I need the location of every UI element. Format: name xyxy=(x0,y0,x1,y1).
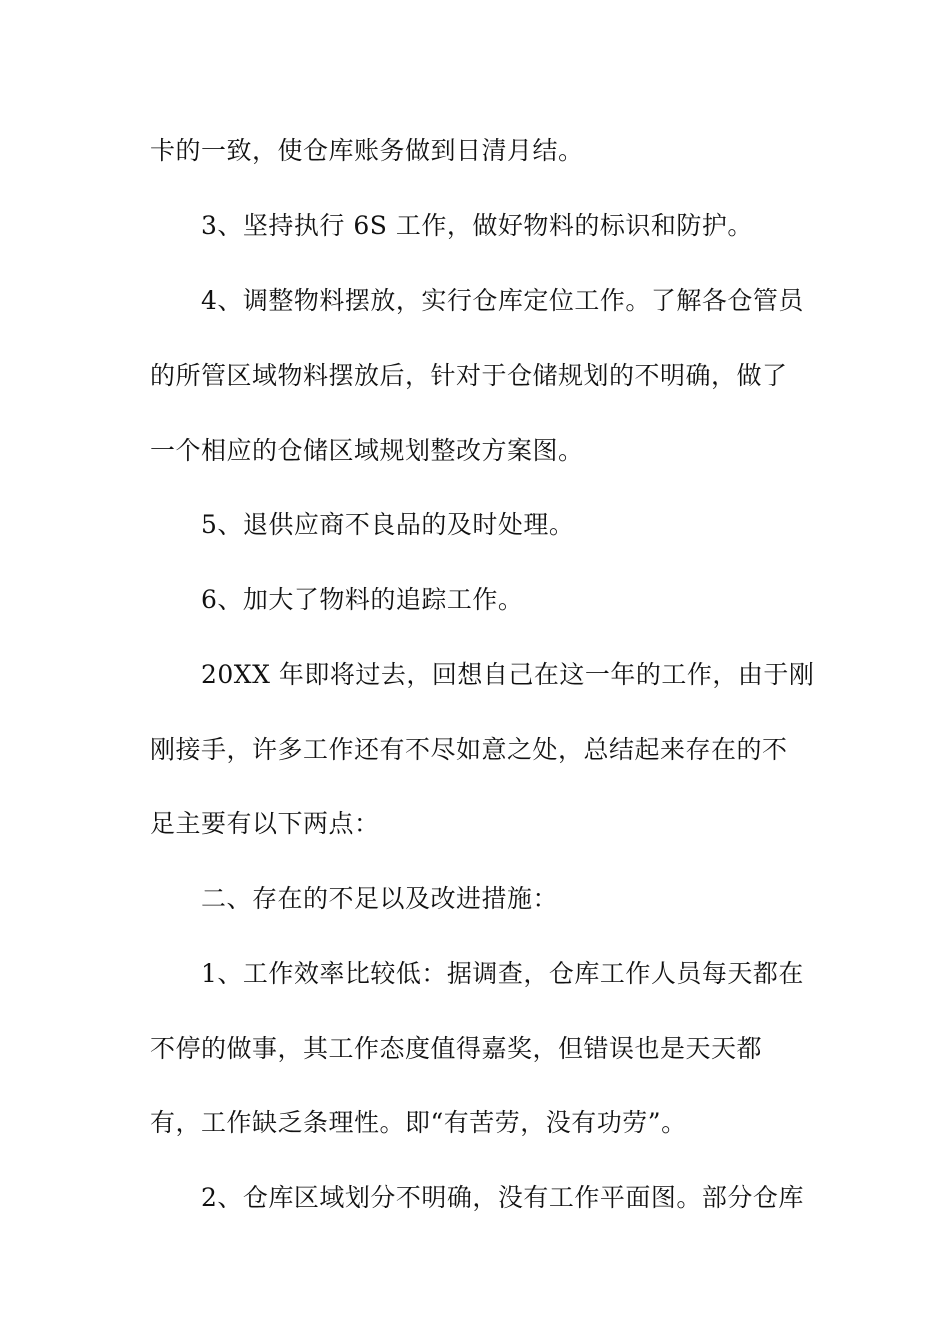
list-item-3: 3、坚持执行 6S 工作，做好物料的标识和防护。 xyxy=(201,211,753,240)
section-heading: 二、存在的不足以及改进措施： xyxy=(201,884,559,913)
list-item-2: 2、仓库区域划分不明确，没有工作平面图。部分仓库 xyxy=(201,1183,804,1212)
list-item-1: 1、工作效率比较低：据调查，仓库工作人员每天都在 xyxy=(201,959,804,988)
text-line: 有，工作缺乏条理性。即“有苦劳，没有功劳”。 xyxy=(150,1108,687,1137)
list-item-5: 5、退供应商不良品的及时处理。 xyxy=(201,510,575,539)
text-line: 的所管区域物料摆放后，针对于仓储规划的不明确，做了 xyxy=(150,361,788,390)
text-line: 不停的做事，其工作态度值得嘉奖，但错误也是天天都 xyxy=(150,1034,763,1063)
list-item-6: 6、加大了物料的追踪工作。 xyxy=(201,585,524,614)
list-item-4: 4、调整物料摆放，实行仓库定位工作。了解各仓管员 xyxy=(201,286,804,315)
text-line: 足主要有以下两点： xyxy=(150,809,380,838)
text-line: 卡的一致，使仓库账务做到日清月结。 xyxy=(150,136,584,165)
text-line: 刚接手，许多工作还有不尽如意之处，总结起来存在的不 xyxy=(150,735,788,764)
paragraph-start: 20XX 年即将过去，回想自己在这一年的工作，由于刚 xyxy=(201,660,815,689)
text-line: 一个相应的仓储区域规划整改方案图。 xyxy=(150,436,584,465)
